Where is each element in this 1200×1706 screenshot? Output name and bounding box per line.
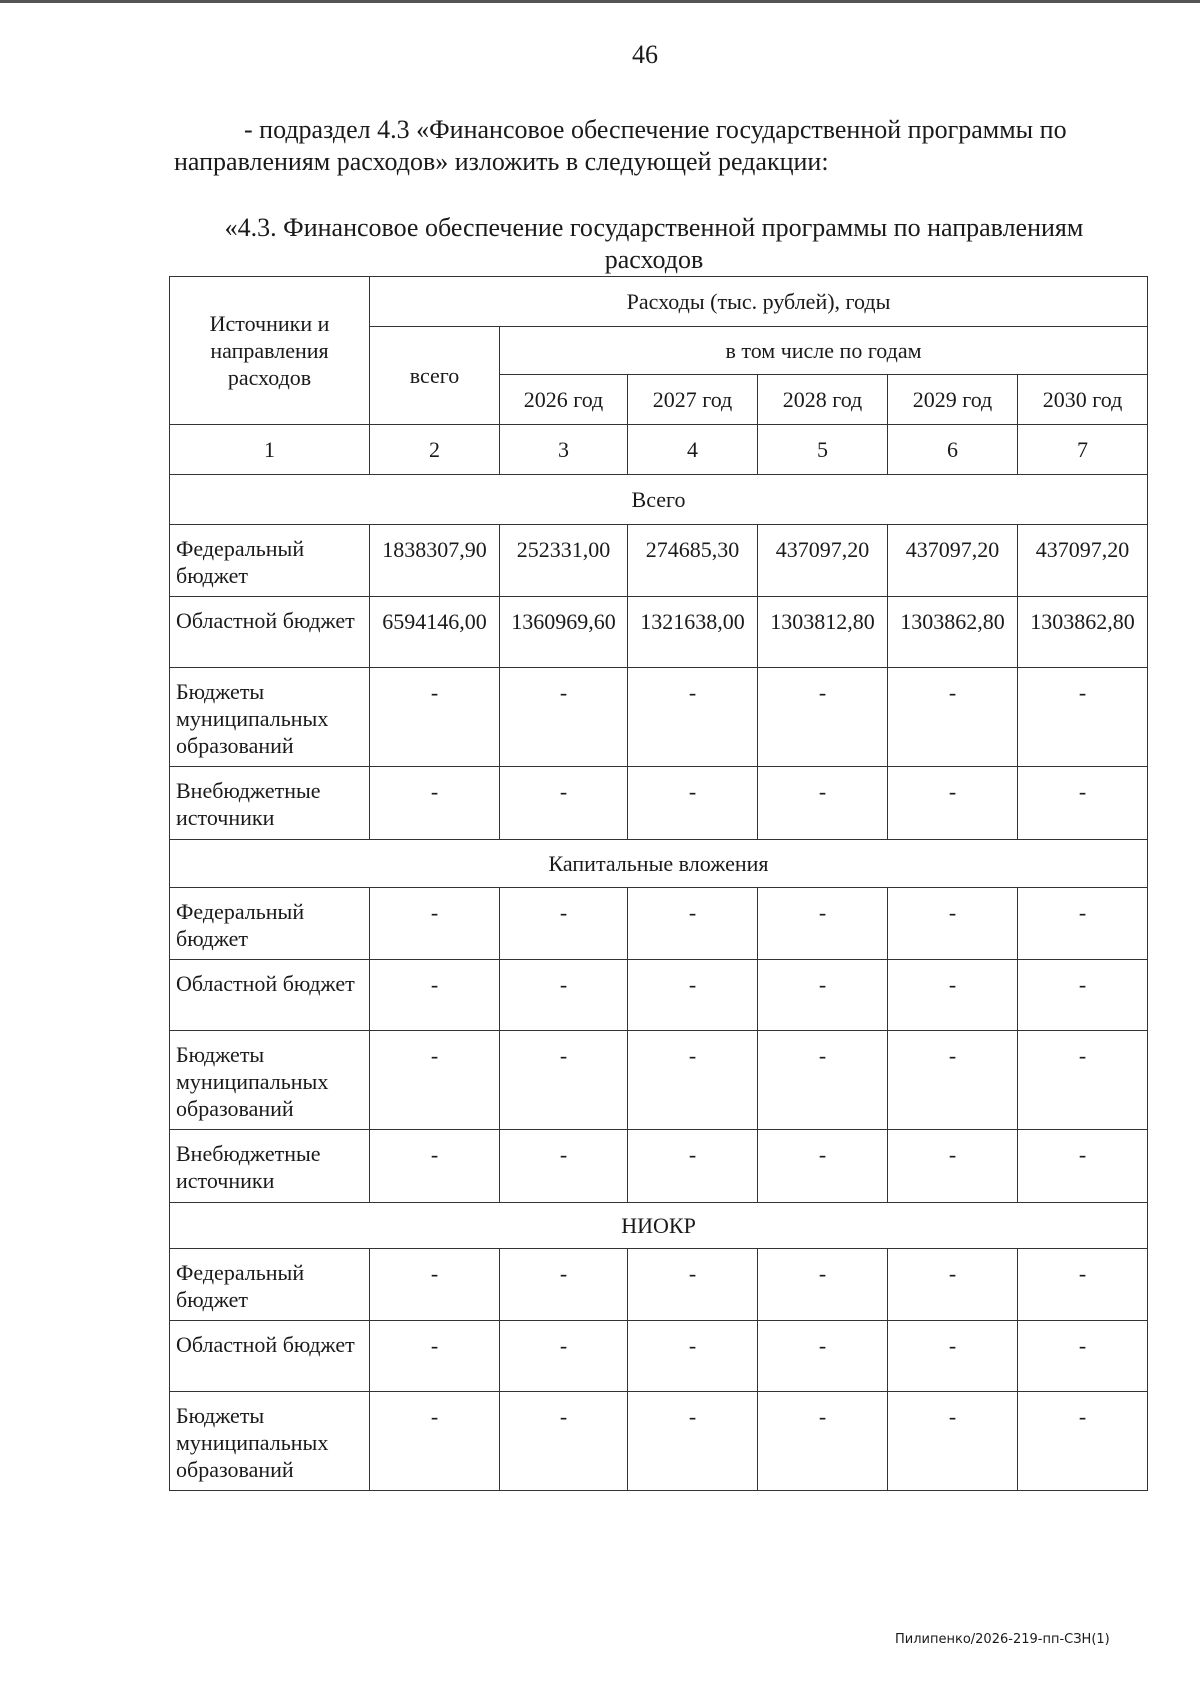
value-cell: - <box>500 668 628 767</box>
col-num-5: 5 <box>758 425 888 475</box>
row-label: Областной бюджет <box>170 597 370 668</box>
header-year-2026: 2026 год <box>500 375 628 425</box>
value-cell: - <box>370 960 500 1031</box>
table-row <box>170 888 1148 960</box>
value-cell: 274685,30 <box>628 525 758 597</box>
value-cell: - <box>758 1031 888 1130</box>
row-label: Федеральный бюджет <box>170 888 370 960</box>
row-label: Федеральный бюджет <box>170 1249 370 1321</box>
value-cell: - <box>1018 1249 1148 1321</box>
header-year-2029: 2029 год <box>888 375 1018 425</box>
value-cell: - <box>370 668 500 767</box>
col-num-2: 2 <box>370 425 500 475</box>
value-cell: - <box>758 1130 888 1203</box>
value-cell: - <box>370 888 500 960</box>
row-label: Бюджеты муниципальных образований <box>170 1392 370 1491</box>
value-cell: 437097,20 <box>1018 525 1148 597</box>
section-row <box>170 475 1148 525</box>
header-year-2030: 2030 год <box>1018 375 1148 425</box>
value-cell: - <box>758 1392 888 1491</box>
value-cell: - <box>1018 1130 1148 1203</box>
value-cell: - <box>628 1130 758 1203</box>
row-label: Внебюджетные источники <box>170 767 370 840</box>
value-cell: - <box>758 767 888 840</box>
page-number: 46 <box>632 40 658 69</box>
intro-paragraph <box>174 114 1134 178</box>
table-row <box>170 1392 1148 1491</box>
table-row <box>170 1249 1148 1321</box>
table-row <box>170 1130 1148 1203</box>
header-expenses: Расходы (тыс. рублей), годы <box>370 277 1148 327</box>
row-label: Областной бюджет <box>170 960 370 1031</box>
row-label: Бюджеты муниципальных образований <box>170 1031 370 1130</box>
value-cell: - <box>758 668 888 767</box>
header-including-by-years: в том числе по годам <box>500 327 1148 375</box>
value-cell: - <box>758 888 888 960</box>
table-row <box>170 1321 1148 1392</box>
row-label: Федеральный бюджет <box>170 525 370 597</box>
value-cell: - <box>370 1249 500 1321</box>
value-cell: - <box>628 767 758 840</box>
value-cell: - <box>1018 888 1148 960</box>
value-cell: 1321638,00 <box>628 597 758 668</box>
value-cell: - <box>370 1392 500 1491</box>
section-title-cell: Всего <box>170 475 1148 525</box>
value-cell: 1838307,90 <box>370 525 500 597</box>
table-row <box>170 597 1148 668</box>
table-row <box>170 668 1148 767</box>
value-cell: - <box>370 767 500 840</box>
value-cell: - <box>628 1321 758 1392</box>
value-cell: - <box>888 1321 1018 1392</box>
value-cell: 1360969,60 <box>500 597 628 668</box>
value-cell: - <box>888 767 1018 840</box>
header-total: всего <box>370 327 500 425</box>
value-cell: - <box>628 888 758 960</box>
row-label: Внебюджетные источники <box>170 1130 370 1203</box>
row-label: Бюджеты муниципальных образований <box>170 668 370 767</box>
value-cell: - <box>370 1321 500 1392</box>
document-code: Пилипенко/2026-219-пп-СЗН(1) <box>895 1632 1110 1647</box>
value-cell: - <box>370 1031 500 1130</box>
value-cell: 252331,00 <box>500 525 628 597</box>
section-title: «4.3. Финансовое обеспечение государственной программы по направлениям расходов <box>224 213 1084 274</box>
value-cell: 1303862,80 <box>1018 597 1148 668</box>
value-cell: - <box>500 888 628 960</box>
value-cell: - <box>758 1321 888 1392</box>
section-title-cell: Капитальные вложения <box>170 840 1148 888</box>
value-cell: - <box>628 1392 758 1491</box>
value-cell: - <box>500 1392 628 1491</box>
column-number-row <box>170 425 1148 475</box>
header-sources: Источники и направления расходов <box>170 277 370 425</box>
value-cell: - <box>1018 1392 1148 1491</box>
value-cell: - <box>628 668 758 767</box>
col-num-3: 3 <box>500 425 628 475</box>
value-cell: - <box>500 960 628 1031</box>
value-cell: - <box>628 1249 758 1321</box>
section-row <box>170 1203 1148 1249</box>
col-num-4: 4 <box>628 425 758 475</box>
value-cell: - <box>1018 767 1148 840</box>
value-cell: - <box>888 1392 1018 1491</box>
value-cell: - <box>500 767 628 840</box>
value-cell: - <box>628 960 758 1031</box>
header-year-2027: 2027 год <box>628 375 758 425</box>
value-cell: - <box>888 668 1018 767</box>
value-cell: 437097,20 <box>758 525 888 597</box>
value-cell: - <box>758 1249 888 1321</box>
value-cell: - <box>888 1031 1018 1130</box>
value-cell: - <box>1018 960 1148 1031</box>
value-cell: - <box>888 1249 1018 1321</box>
table-row <box>170 1031 1148 1130</box>
value-cell: - <box>1018 1321 1148 1392</box>
value-cell: - <box>500 1321 628 1392</box>
value-cell: 1303812,80 <box>758 597 888 668</box>
value-cell: - <box>370 1130 500 1203</box>
col-num-6: 6 <box>888 425 1018 475</box>
value-cell: - <box>500 1249 628 1321</box>
value-cell: 6594146,00 <box>370 597 500 668</box>
value-cell: - <box>1018 668 1148 767</box>
value-cell: - <box>500 1031 628 1130</box>
intro-text: - подраздел 4.3 «Финансовое обеспечение государственной программы по направлениям расходов» изложить в следующей редакции: <box>174 115 1067 176</box>
top-border-line <box>0 0 1200 3</box>
value-cell: - <box>628 1031 758 1130</box>
section-title-cell: НИОКР <box>170 1203 1148 1249</box>
table-row <box>170 767 1148 840</box>
value-cell: - <box>888 1130 1018 1203</box>
row-label: Областной бюджет <box>170 1321 370 1392</box>
header-year-2028: 2028 год <box>758 375 888 425</box>
table-row <box>170 960 1148 1031</box>
table-row <box>170 525 1148 597</box>
value-cell: - <box>500 1130 628 1203</box>
value-cell: 437097,20 <box>888 525 1018 597</box>
value-cell: - <box>888 888 1018 960</box>
value-cell: - <box>758 960 888 1031</box>
col-num-7: 7 <box>1018 425 1148 475</box>
col-num-1: 1 <box>170 425 370 475</box>
section-row <box>170 840 1148 888</box>
financing-table <box>169 276 1148 1491</box>
value-cell: - <box>1018 1031 1148 1130</box>
value-cell: - <box>888 960 1018 1031</box>
value-cell: 1303862,80 <box>888 597 1018 668</box>
